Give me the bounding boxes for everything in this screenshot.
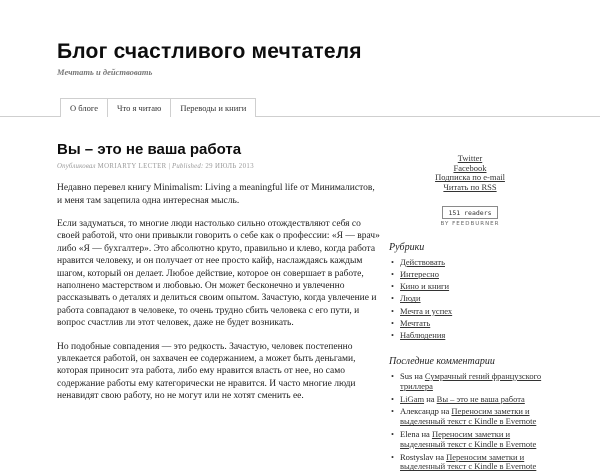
article-paragraph: Если задуматься, то многие люди настолько сильно отождествляют себя со своей работой, что они привыкли говорить о себе как о профессии: «Я — врач» либо «Я — бухгалтер». Это абсолютно круто, правильно и клево, когда работа нравится человеку, и он получает от нее просто кайф, наслаждаясь каждым шагом, который он делает. Любое действие, которое он совершает в работе, наполнено мастерством и любовью. Он может бесконечно и увлеченно рассказывать о деталях и делиться своим опытом. Зачастую, когда увлечение и работа совпадают в человеке, то очень трудно сбить человека с его пути, и вопрос счастлив ли этот человек, даже не будет возникать. (57, 218, 380, 329)
comment-author: Elena (400, 429, 420, 440)
nav-tab-0[interactable]: О блоге (60, 98, 108, 117)
comment-item: • Александр на Переносим заметки и выделенный текст с Kindle в Evernote (389, 407, 551, 427)
category-link-5[interactable]: Мечтать (400, 318, 431, 328)
subscribe-link-0[interactable]: Twitter (457, 153, 483, 164)
recent-comments-list (389, 372, 551, 472)
site-header (0, 0, 600, 77)
article-paragraph: Недавно перевел книгу Minimalism: Living a meaningful life от Минималистов, и меня там зацепила одна интересная мысль. (57, 183, 375, 206)
comment-item: • Elena на Переносим заметки и выделенный текст с Kindle в Evernote (389, 430, 551, 450)
category-item (389, 282, 551, 292)
post-date: 29 ИЮЛЬ 2013 (205, 163, 255, 171)
nav-tab-1[interactable]: Что я читаю (107, 98, 171, 117)
article-paragraph: Но подобные совпадения — это редкость. Зачастую, человек постепенно увлекается работой, он захвачен ее содержанием, а может быть деньгами, которая приносит эта работа, либо ему нравится власть от нее, но само содержание работы ему категорически не нравится. И часто многие люди ненавидят свою работу, но не могут или не хотят сменить ее. (57, 341, 356, 402)
subscribe-links (389, 154, 551, 192)
category-item (389, 307, 551, 317)
content-area (0, 117, 600, 475)
comment-item: • Rostyslav на Переносим заметки и выделенный текст с Kindle в Evernote (389, 453, 551, 473)
feedburner-readers-badge[interactable] (442, 206, 497, 219)
post-body (57, 182, 381, 403)
feedburner-count: 151 (448, 208, 461, 217)
feedburner-widget (389, 202, 551, 227)
site-title: Блог счастливого мечтателя (57, 40, 362, 63)
category-item (389, 258, 551, 268)
category-link-1[interactable]: Интересно (400, 268, 439, 279)
byline-separator: | (168, 163, 171, 171)
comment-item: • Sus на Сумрачный гений французского триллера (389, 372, 551, 392)
category-link-6[interactable]: Наблюдения (400, 330, 446, 341)
nav-tab-2[interactable]: Переводы и книги (170, 98, 256, 117)
comment-author[interactable]: LiGam (400, 393, 425, 404)
recent-comments-heading: Последние комментарии (389, 356, 495, 368)
category-item (389, 294, 551, 304)
categories-list (389, 258, 551, 342)
sidebar (389, 141, 551, 475)
comment-author: Sus (400, 371, 413, 382)
nav-tabs (0, 98, 600, 117)
feedburner-by-label: BY FEEDBURNER (440, 220, 500, 227)
published-label: Published: (171, 163, 204, 171)
category-item (389, 319, 551, 329)
main-column (57, 141, 381, 475)
site-tagline: Мечтать и действовать (57, 67, 153, 78)
subscribe-link-3[interactable]: Читать по RSS (443, 181, 497, 192)
post-title: Вы – это не ваша работа (57, 141, 242, 159)
category-link-3[interactable]: Люди (400, 293, 421, 304)
comment-item: • LiGam на Вы – это не ваша работа (389, 395, 551, 405)
category-link-2[interactable]: Кино и книги (400, 281, 450, 292)
subscribe-link-1[interactable]: Facebook (453, 162, 487, 173)
post-author: MORIARTY LECTER (97, 163, 167, 171)
category-link-0[interactable]: Действовать (400, 256, 445, 267)
category-link-4[interactable]: Мечта и успех (400, 305, 453, 316)
comment-post-link[interactable]: Переносим заметки и выделенный текст с Kindle в Evernote (400, 451, 537, 472)
category-item (389, 270, 551, 280)
post-byline (57, 163, 381, 170)
comment-post-link[interactable]: Переносим заметки и выделенный текст с Kindle в Evernote (400, 429, 537, 449)
category-item (389, 331, 551, 341)
published-by-label: Опубликовал (57, 163, 96, 171)
categories-heading: Рубрики (389, 241, 425, 253)
comment-post-link[interactable]: Переносим заметки и выделенный текст с Kindle в Evernote (400, 406, 537, 427)
comment-post-link[interactable]: Вы – это не ваша работа (436, 393, 525, 404)
comment-author: Rostyslav (400, 451, 434, 462)
comment-post-link[interactable]: Сумрачный гений французского триллера (400, 371, 542, 391)
feedburner-readers-label: readers (464, 208, 492, 217)
comment-author: Александр (400, 406, 439, 417)
subscribe-link-2[interactable]: Подписка по e-mail (435, 172, 505, 183)
